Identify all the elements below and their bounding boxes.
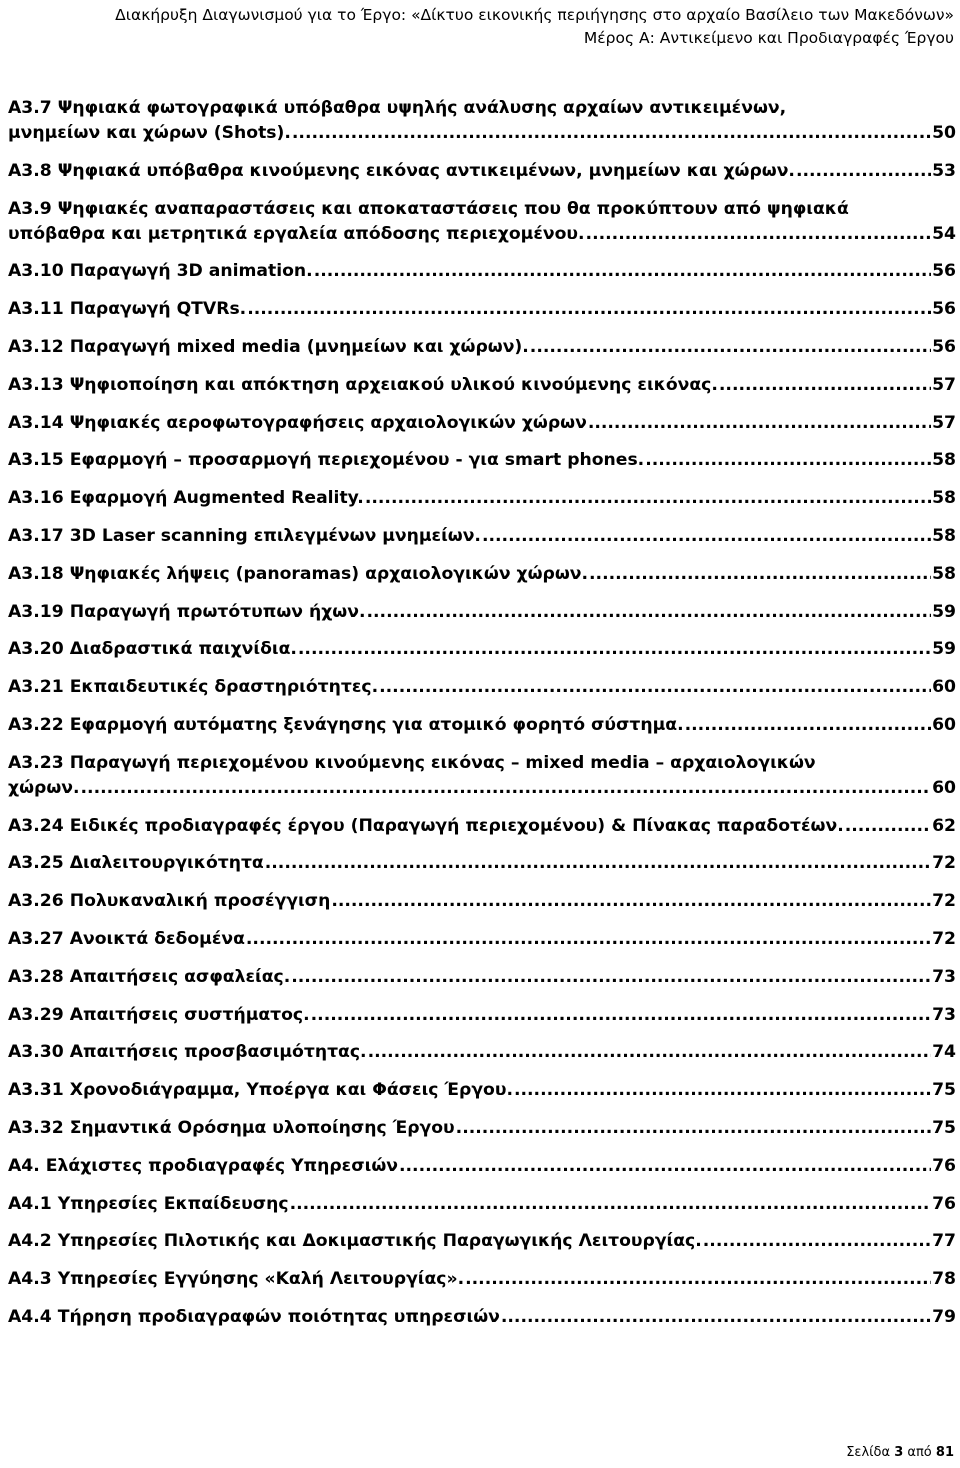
toc-entry-row [8,1154,956,1179]
toc-entry-page-number: 77 [932,1231,956,1252]
toc-entry[interactable] [8,751,956,814]
toc-entry[interactable] [8,96,956,159]
toc-entry-title: A3.21 Εκπαιδευτικές δραστηριότητες. [8,677,379,698]
toc-entry-title: A4.3 Υπηρεσίες Εγγύησης «Καλή Λειτουργίας». [8,1269,465,1290]
toc-entry-title: A3.8 Ψηφιακά υπόβαθρα κινούμενης εικόνας αντικειμένων, μνημείων και χώρων. [8,160,795,181]
dot-leader [366,600,931,625]
toc-entry[interactable] [8,1116,956,1154]
toc-entry-title: A3.27 Ανοικτά δεδομένα [8,928,245,949]
dot-leader [314,259,931,284]
toc-entry-page-number: 73 [932,1004,956,1025]
toc-entry[interactable] [8,335,956,373]
dot-leader [331,889,931,914]
footer-total-pages: 81 [935,1445,954,1460]
toc-entry-row [8,851,956,876]
toc-entry[interactable] [8,1040,956,1078]
dot-leader [368,1040,932,1065]
dot-leader [530,335,931,360]
toc-entry-row [8,259,956,284]
toc-entry-page-number: 75 [932,1080,956,1101]
toc-entry[interactable] [8,965,956,1003]
dot-leader [311,1003,931,1028]
toc-entry-title: A3.12 Παραγωγή mixed media (μνημείων και χώρων). [8,336,529,357]
toc-entry-page-number: 53 [932,160,956,181]
toc-entry-page-number: 72 [932,853,956,874]
toc-entry-page-number: 58 [932,450,956,471]
toc-entry-page-number: 72 [932,928,956,949]
toc-entry-title: A3.28 Απαιτήσεις ασφαλείας. [8,966,291,987]
dot-leader [81,776,932,801]
toc-entry-page-number: 76 [932,1155,956,1176]
toc-entry[interactable] [8,411,956,449]
toc-entry-title: A3.26 Πολυκαναλική προσέγγιση [8,891,331,912]
toc-entry-title: A3.30 Απαιτήσεις προσβασιμότητας. [8,1042,367,1063]
toc-entry-page-number: 73 [932,966,956,987]
toc-entry-row [8,222,956,247]
dot-leader [290,1192,932,1217]
dot-leader [298,637,931,662]
dot-leader [399,1154,931,1179]
toc-entry-page-number: 56 [932,336,956,357]
header-title: Διακήρυξη Διαγωνισμού για το Έργο: «Δίκτυο εικονικής περιήγησης στο αρχαίο Βασίλειο των Μακεδόνων» [115,6,954,24]
toc-entry-title: A3.14 Ψηφιακές αεροφωτογραφήσεις αρχαιολογικών χώρων [8,412,587,433]
toc-entry[interactable] [8,889,956,927]
toc-entry-page-number: 54 [932,223,956,244]
toc-entry-page-number: 72 [932,891,956,912]
toc-entry[interactable] [8,297,956,335]
toc-entry-title: A3.15 Εφαρμογή – προσαρμογή περιεχομένου - για smart phones. [8,450,645,471]
dot-leader [501,1305,931,1330]
toc-entry-page-number: 57 [932,412,956,433]
toc-entry[interactable] [8,486,956,524]
toc-entry-row [8,486,956,511]
toc-entry-row [8,776,956,801]
toc-entry[interactable] [8,1078,956,1116]
dot-leader [796,159,931,184]
toc-entry-title: A4.2 Υπηρεσίες Πιλοτικής και Δοκιμαστικής Παραγωγικής Λειτουργίας. [8,1231,702,1252]
dot-leader [292,121,931,146]
footer-of-label: από [907,1445,932,1460]
toc-entry[interactable] [8,159,956,197]
page-header [115,4,954,50]
toc-entry-title: A4. Ελάχιστες προδιαγραφές Υπηρεσιών [8,1155,398,1176]
toc-entry-title: A3.19 Παραγωγή πρωτότυπων ήχων. [8,601,366,622]
toc-entry-row [8,121,956,146]
toc-entry-page-number: 60 [932,777,956,798]
toc-entry-row [8,675,956,700]
toc-entry[interactable] [8,851,956,889]
toc-entry[interactable] [8,814,956,852]
toc-entry-row [8,965,956,990]
toc-entry-title: A3.17 3D Laser scanning επιλεγμένων μνημείων. [8,525,481,546]
toc-entry-title: A3.31 Χρονοδιάγραμμα, Υποέργα και Φάσεις Έργου. [8,1080,513,1101]
toc-entry-page-number: 59 [932,639,956,660]
toc-entry-row [8,814,956,839]
toc-entry-row [8,448,956,473]
toc-entry-row [8,524,956,549]
dot-leader [456,1116,931,1141]
dot-leader [703,1229,931,1254]
toc-entry-page-number: 58 [932,525,956,546]
header-subtitle: Μέρος Α: Αντικείμενο και Προδιαγραφές Έργου [583,29,954,47]
toc-entry[interactable] [8,197,956,260]
toc-entry-page-number: 62 [932,815,956,836]
toc-entry-title: A3.24 Ειδικές προδιαγραφές έργου (Παραγωγή περιεχομένου) & Πίνακας παραδοτέων. [8,815,844,836]
toc-entry-title: χώρων. [8,777,80,798]
toc-entry-page-number: 50 [932,123,956,143]
toc-entry-row [8,1267,956,1292]
toc-entry-row [8,297,956,322]
footer-current-page: 3 [894,1445,904,1460]
toc-entry-row [8,373,956,398]
toc-entry-page-number: 78 [932,1269,956,1290]
toc-entry[interactable] [8,1229,956,1267]
toc-entry-title: υπόβαθρα και μετρητικά εργαλεία απόδοσης περιεχομένου. [8,223,585,244]
toc-entry-page-number: 58 [932,563,956,584]
dot-leader [845,814,931,839]
toc-entry[interactable] [8,713,956,751]
toc-entry[interactable] [8,1154,956,1192]
dot-leader [588,411,931,436]
toc-entry-title: A4.4 Τήρηση προδιαγραφών ποιότητας υπηρεσιών [8,1306,500,1327]
dot-leader [247,297,931,322]
toc-entry-page-number: 60 [932,677,956,698]
toc-entry-first-line: A3.23 Παραγωγή περιεχομένου κινούμενης εικόνας – mixed media – αρχαιολογικών [8,752,816,773]
toc-entry-row [8,1003,956,1028]
toc-entry[interactable] [8,448,956,486]
toc-entry-row [8,335,956,360]
toc-entry-title: A3.20 Διαδραστικά παιχνίδια. [8,639,297,660]
dot-leader [379,675,931,700]
toc-entry-row [8,159,956,184]
toc-entry[interactable] [8,1305,956,1343]
dot-leader [365,486,931,511]
toc-entry[interactable] [8,1003,956,1041]
toc-entry-page-number: 60 [932,714,956,735]
toc-entry[interactable] [8,927,956,965]
toc-entry-row [8,600,956,625]
dot-leader [465,1267,931,1292]
toc-entry-title: A4.1 Υπηρεσίες Εκπαίδευσης [8,1193,289,1214]
toc-entry[interactable] [8,373,956,411]
toc-entry-row [8,1116,956,1141]
toc-entry-page-number: 74 [932,1042,956,1063]
dot-leader [291,965,931,990]
dot-leader [482,524,931,549]
toc-entry-row [8,411,956,436]
toc-entry-first-line: A3.9 Ψηφιακές αναπαραστάσεις και αποκαταστάσεις που θα προκύπτουν από ψηφιακά [8,198,849,219]
toc-entry-page-number: 58 [932,488,956,509]
toc-entry-title: A3.13 Ψηφιοποίηση και απόκτηση αρχειακού υλικού κινούμενης εικόνας. [8,374,718,395]
dot-leader [685,713,931,738]
toc-entry-page-number: 75 [932,1117,956,1138]
toc-entry-row [8,1192,956,1217]
dot-leader [589,562,931,587]
toc-entry-row [8,637,956,662]
dot-leader [246,927,931,952]
toc-entry-title: A3.10 Παραγωγή 3D animation. [8,261,313,282]
toc-entry-title: A3.11 Παραγωγή QTVRs. [8,299,247,320]
toc-entry-title: A3.29 Απαιτήσεις συστήματος. [8,1004,310,1025]
table-of-contents [8,96,956,1343]
dot-leader [514,1078,931,1103]
toc-entry-page-number: 56 [932,261,956,282]
toc-entry-title: A3.32 Σημαντικά Ορόσημα υλοποίησης Έργου [8,1117,455,1138]
dot-leader [719,373,931,398]
dot-leader [265,851,931,876]
toc-entry-row [8,562,956,587]
toc-entry-row [8,927,956,952]
toc-entry-row [8,1078,956,1103]
page-footer [846,1444,954,1462]
toc-entry-title: A3.25 Διαλειτουργικότητα [8,853,264,874]
toc-entry[interactable] [8,675,956,713]
toc-entry[interactable] [8,1267,956,1305]
toc-entry-title: μνημείων και χώρων (Shots). [8,123,291,143]
toc-entry-page-number: 57 [932,374,956,395]
toc-entry-page-number: 76 [932,1193,956,1214]
toc-entry-title: A3.16 Εφαρμογή Augmented Reality. [8,488,364,509]
dot-leader [586,222,932,247]
toc-entry-title: A3.18 Ψηφιακές λήψεις (panoramas) αρχαιολογικών χώρων. [8,563,589,584]
toc-entry[interactable] [8,259,956,297]
toc-entry-row [8,713,956,738]
toc-entry[interactable] [8,1192,956,1230]
toc-entry-row [8,1229,956,1254]
toc-entry-first-line: A3.7 Ψηφιακά φωτογραφικά υπόβαθρα υψηλής ανάλυσης αρχαίων αντικειμένων, [8,98,787,118]
toc-entry[interactable] [8,524,956,562]
toc-entry[interactable] [8,562,956,600]
toc-entry-row [8,889,956,914]
toc-entry-title: A3.22 Εφαρμογή αυτόματης ξενάγησης για ατομικό φορητό σύστημα. [8,714,684,735]
toc-entry[interactable] [8,637,956,675]
dot-leader [645,448,931,473]
toc-entry-row [8,1305,956,1330]
toc-entry[interactable] [8,600,956,638]
toc-entry-page-number: 59 [932,601,956,622]
toc-entry-row [8,1040,956,1065]
footer-page-label: Σελίδα [846,1445,891,1460]
toc-entry-page-number: 56 [932,299,956,320]
toc-entry-page-number: 79 [932,1306,956,1327]
